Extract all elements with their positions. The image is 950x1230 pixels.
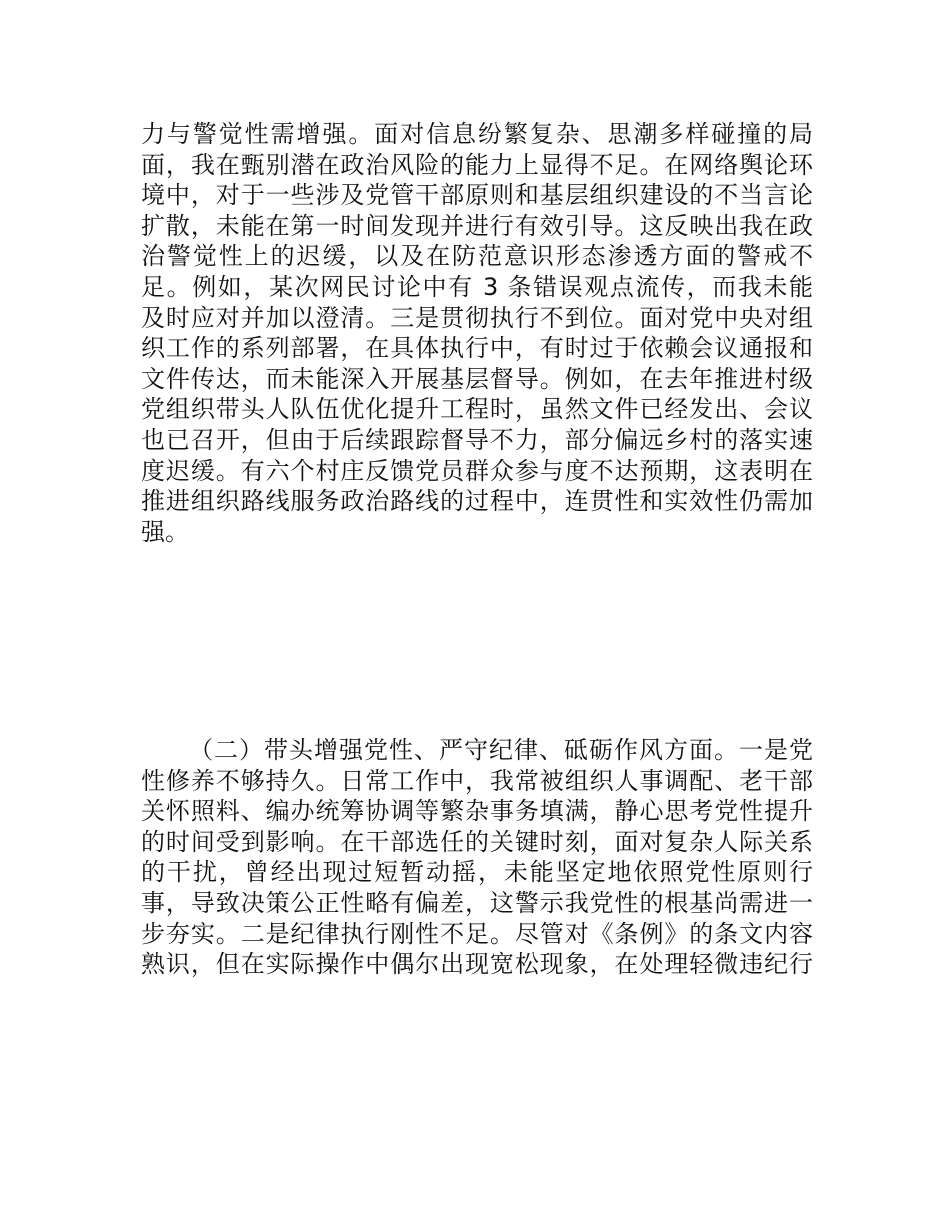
text-line: 面，我在甄别潜在政治风险的能力上显得不足。在网络舆论环 (141, 150, 813, 179)
text-line: 党组织带头人队伍优化提升工程时，虽然文件已经发出、会议 (141, 395, 813, 424)
text-line: 的时间受到影响。在干部选任的关键时刻，面对复杂人际关系 (141, 827, 813, 856)
text-line: 强。 (141, 517, 189, 546)
text-line: 境中，对于一些涉及党管干部原则和基层组织建设的不当言论 (141, 181, 813, 210)
text-line: （二）带头增强党性、严守纪律、砥砺作风方面。一是党 (189, 736, 813, 764)
text-line: 的干扰，曾经出现过短暂动摇，未能坚定地依照党性原则行 (141, 858, 813, 887)
text-line: 推进组织路线服务政治路线的过程中，连贯性和实效性仍需加 (141, 487, 813, 516)
text-line: 扩散，未能在第一时间发现并进行有效引导。这反映出我在政 (141, 211, 813, 240)
text-line: 织工作的系列部署，在具体执行中，有时过于依赖会议通报和 (141, 334, 813, 363)
text-line: 治警觉性上的迟缓，以及在防范意识形态渗透方面的警戒不 (141, 242, 813, 271)
text-line: 力与警觉性需增强。面对信息纷繁复杂、思潮多样碰撞的局 (141, 120, 813, 148)
text-line: 文件传达，而未能深入开展基层督导。例如，在去年推进村级 (141, 364, 813, 393)
text-line: 熟识，但在实际操作中偶尔出现宽松现象，在处理轻微违纪行 (141, 950, 813, 979)
text-line: 事，导致决策公正性略有偏差，这警示我党性的根基尚需进一 (141, 888, 813, 917)
text-line: 性修养不够持久。日常工作中，我常被组织人事调配、老干部 (141, 766, 813, 795)
text-line: 足。例如，某次网民讨论中有 3 条错误观点流传，而我未能 (141, 272, 813, 301)
paragraph-2 (141, 735, 813, 980)
text-line: 关怀照料、编办统筹协调等繁杂事务填满，静心思考党性提升 (141, 797, 813, 826)
text-line: 也已召开，但由于后续跟踪督导不力，部分偏远乡村的落实速 (141, 425, 813, 454)
paragraph-1 (141, 119, 813, 547)
text-line: 度迟缓。有六个村庄反馈党员群众参与度不达预期，这表明在 (141, 456, 813, 485)
text-line: 及时应对并加以澄清。三是贯彻执行不到位。面对党中央对组 (141, 303, 813, 332)
text-line: 步夯实。二是纪律执行刚性不足。尽管对《条例》的条文内容 (141, 919, 813, 948)
